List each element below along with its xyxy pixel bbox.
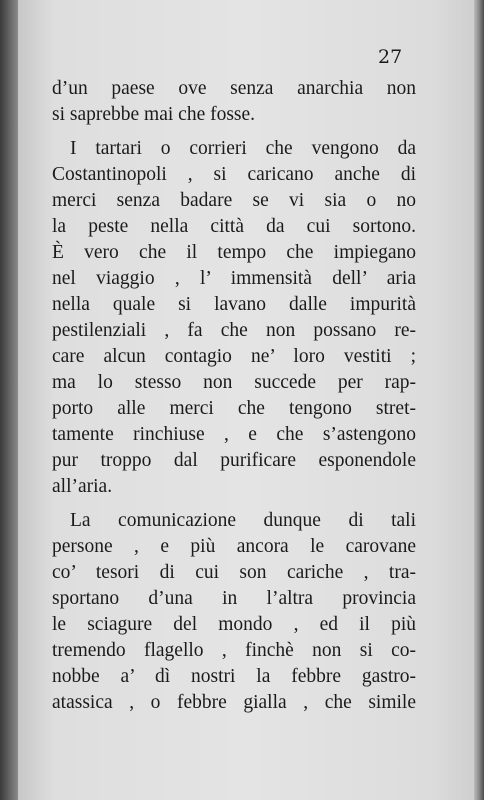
text-line: tamente rinchiuse , e che s’astengono — [52, 424, 416, 445]
text-line: I tartari o corrieri che vengono da — [70, 138, 416, 159]
text-line: d’un paese ove senza anarchia non — [52, 78, 416, 99]
paragraph-3 — [52, 508, 416, 716]
text-line: care alcun contagio ne’ loro vestiti ; — [52, 346, 416, 367]
text-line: pur troppo dal purificare esponendole — [52, 450, 416, 471]
page-number: 27 — [378, 46, 403, 68]
text-line: persone , e più ancora le carovane — [52, 536, 416, 557]
text-line: co’ tesori di cui son cariche , tra- — [52, 562, 416, 583]
book-page — [18, 0, 476, 800]
text-line: la peste nella città da cui sortono. — [52, 216, 416, 237]
text-line: nella quale si lavano dalle impurità — [52, 294, 416, 315]
text-line: sportano d’una in l’altra provincia — [52, 588, 416, 609]
text-line: all’aria. — [52, 476, 113, 497]
page-edge-shadow — [474, 0, 484, 800]
paragraph-1 — [52, 76, 416, 128]
text-line: ma lo stesso non succede per rap- — [52, 372, 416, 393]
paragraph-2 — [52, 136, 416, 500]
text-line: tremendo flagello , finchè non si co- — [52, 640, 416, 661]
text-line: le sciagure del mondo , ed il più — [52, 614, 416, 635]
text-line: atassica , o febbre gialla , che simile — [52, 692, 416, 713]
body-text — [52, 76, 416, 716]
text-line: La comunicazione dunque di tali — [70, 510, 416, 531]
text-line: porto alle merci che tengono stret- — [52, 398, 416, 419]
text-line: È vero che il tempo che impiegano — [52, 242, 416, 263]
book-gutter-shadow — [0, 0, 18, 800]
text-line: merci senza badare se vi sia o no — [52, 190, 416, 211]
text-line: si saprebbe mai che fosse. — [52, 104, 256, 125]
text-line: pestilenziali , fa che non possano re- — [52, 320, 416, 341]
text-line: nel viaggio , l’ immensità dell’ aria — [52, 268, 416, 289]
text-line: nobbe a’ dì nostri la febbre gastro- — [52, 666, 416, 687]
text-line: Costantinopoli , si caricano anche di — [52, 164, 416, 185]
